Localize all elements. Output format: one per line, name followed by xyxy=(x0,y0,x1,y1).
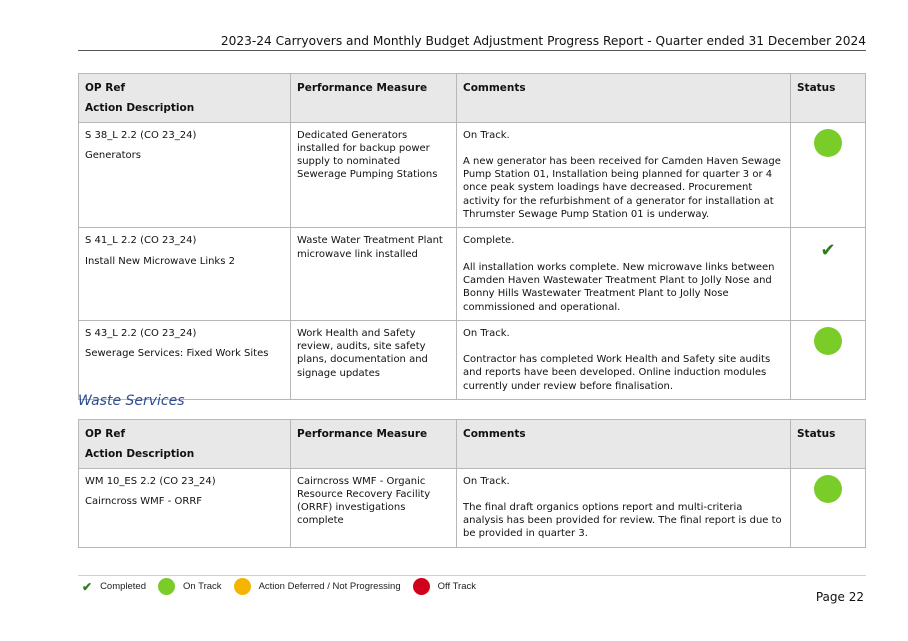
performance-measure: Work Health and Safety review, audits, site safety plans, documentation and signage updates xyxy=(291,320,457,399)
action-description-label: Action Description xyxy=(85,102,195,115)
comment-text: Contractor has completed Work Health and Safety site audits and reports have been developed. Online induction modules currently under review before finalisation. xyxy=(463,354,771,392)
table-row xyxy=(79,122,866,228)
table-header-row xyxy=(79,420,866,469)
checkmark-icon: ✔ xyxy=(82,579,93,594)
comment-text: The final draft organics options report and multi-criteria analysis has been provided for review. The final report is due to be provided in quarter 3. xyxy=(463,501,782,540)
on-track-status-icon xyxy=(814,475,842,503)
report-header: 2023-24 Carryovers and Monthly Budget Adjustment Progress Report - Quarter ended 31 December 2024 xyxy=(220,34,866,48)
header-divider xyxy=(78,50,866,51)
op-ref-label: OP Ref xyxy=(85,82,126,94)
comments-cell xyxy=(457,228,791,320)
legend-label: Off Track xyxy=(437,581,476,592)
status-cell xyxy=(791,122,866,228)
table-header-row xyxy=(79,74,866,123)
action-description: Sewerage Services: Fixed Work Sites xyxy=(85,348,269,360)
action-description: Generators xyxy=(85,149,141,161)
performance-measure-header: Performance Measure xyxy=(291,74,457,123)
performance-measure: Dedicated Generators installed for backup power supply to nominated Sewerage Pumping Stations xyxy=(291,122,457,228)
on-track-status-icon xyxy=(814,327,842,355)
performance-measure-header: Performance Measure xyxy=(291,420,457,469)
comment-text: A new generator has been received for Camden Haven Sewage Pump Station 01, Installation being planned for quarter 3 or 4 once peak system loadings have decreased. Procurement activity for the refurbishment of a generator for installation at Thrumster Sewage Pump Station 01 is underway. xyxy=(463,155,781,221)
op-ref: S 43_L 2.2 (CO 23_24) xyxy=(85,327,197,339)
op-ref-cell xyxy=(79,228,291,320)
table-row xyxy=(79,228,866,320)
comment-status: On Track. xyxy=(463,475,510,487)
green-circle-icon xyxy=(158,578,175,595)
legend-label: Completed xyxy=(100,581,147,592)
table-row xyxy=(79,468,866,547)
amber-circle-icon xyxy=(234,578,251,595)
comment-status: On Track. xyxy=(463,129,510,141)
op-ref: WM 10_ES 2.2 (CO 23_24) xyxy=(85,475,216,487)
op-ref-header xyxy=(79,420,291,469)
legend-on-track xyxy=(158,578,222,595)
comment-status: Complete. xyxy=(463,235,515,247)
comments-header: Comments xyxy=(457,74,791,123)
action-description: Cairncross WMF - ORRF xyxy=(85,495,203,507)
op-ref: S 41_L 2.2 (CO 23_24) xyxy=(85,235,197,247)
legend-off-track xyxy=(413,578,476,595)
status-legend xyxy=(82,578,488,595)
op-ref-label: OP Ref xyxy=(85,428,126,440)
action-description-label: Action Description xyxy=(85,448,195,461)
status-cell xyxy=(791,228,866,320)
op-ref-cell xyxy=(79,122,291,228)
op-ref: S 38_L 2.2 (CO 23_24) xyxy=(85,129,197,141)
legend-deferred xyxy=(234,578,401,595)
red-circle-icon xyxy=(413,578,430,595)
performance-measure: Cairncross WMF - Organic Resource Recovery Facility (ORRF) investigations complete xyxy=(291,468,457,547)
status-cell xyxy=(791,468,866,547)
comments-header: Comments xyxy=(457,420,791,469)
comments-cell xyxy=(457,468,791,547)
footer-divider xyxy=(78,575,866,576)
status-header: Status xyxy=(791,420,866,469)
checkmark-icon: ✔ xyxy=(820,240,836,262)
on-track-status-icon xyxy=(814,129,842,157)
op-ref-cell xyxy=(79,468,291,547)
action-description: Install New Microwave Links 2 xyxy=(85,255,235,267)
legend-label: Action Deferred / Not Progressing xyxy=(258,581,401,592)
comment-text: All installation works complete. New microwave links between Camden Haven Wastewater Treatment Plant to Jolly Nose and Bonny Hills Wastewater Treatment Plant to Jolly Nose commissioned and operational. xyxy=(463,261,775,313)
table-row xyxy=(79,320,866,399)
comment-status: On Track. xyxy=(463,327,510,339)
op-ref-cell xyxy=(79,320,291,399)
performance-measure: Waste Water Treatment Plant microwave link installed xyxy=(291,228,457,320)
legend-completed xyxy=(82,580,146,594)
waste-services-table xyxy=(78,419,866,548)
sewerage-actions-table xyxy=(78,73,866,400)
status-cell xyxy=(791,320,866,399)
status-header: Status xyxy=(791,74,866,123)
section-title-waste-services: Waste Services xyxy=(78,393,185,409)
comments-cell xyxy=(457,122,791,228)
op-ref-header xyxy=(79,74,291,123)
page-number: Page 22 xyxy=(815,590,864,604)
comments-cell xyxy=(457,320,791,399)
legend-label: On Track xyxy=(183,581,222,592)
